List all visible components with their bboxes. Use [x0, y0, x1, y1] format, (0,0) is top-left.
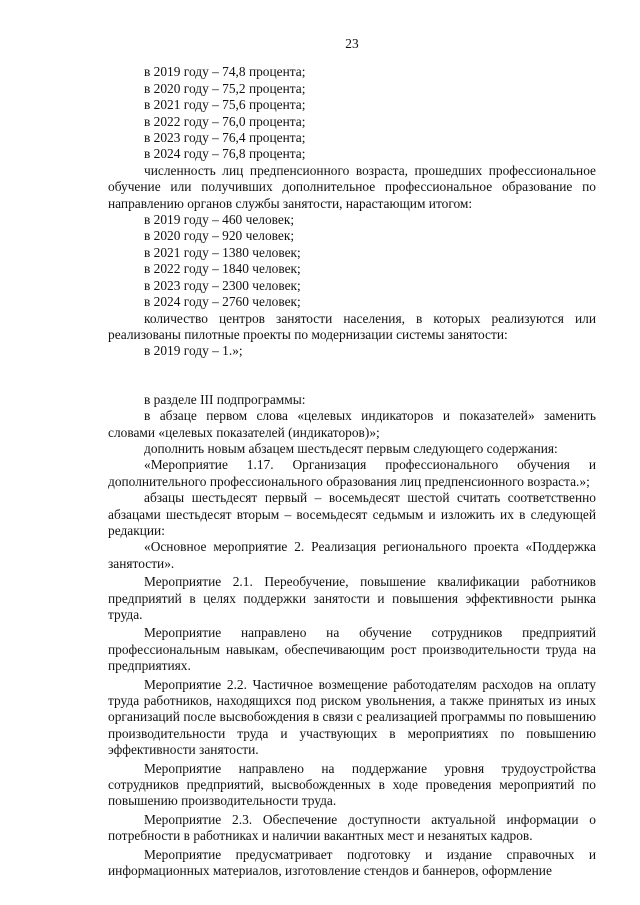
paragraph-measure-2-1-aim: Мероприятие направлено на обучение сотрудников предприятий профессиональным навыкам, обеспечивающим рост производительности труда на предприятиях.	[108, 625, 596, 674]
page-number: 23	[345, 36, 359, 51]
paragraph-preretirement: численность лиц предпенсионного возраста, прошедших профессиональное обучение или получивших дополнительное профессиональное образование по направлению органов службы занятости, нарастающим итогом:	[108, 162, 596, 211]
paragraph-abzacy: абзацы шестьдесят первый – восемьдесят шестой считать соответственно абзацами шестьдесят вторым – восемьдесят седьмым и изложить их в следующей редакции:	[108, 490, 596, 538]
list-item-percent-2024: в 2024 году – 76,8 процента;	[144, 146, 306, 162]
list-item-percent-2023: в 2023 году – 76,4 процента;	[144, 130, 306, 146]
paragraph-measure-2-1: Мероприятие 2.1. Переобучение, повышение квалификации работников предприятий в целях поддержки занятости и повышения эффективности рынка труда.	[108, 574, 596, 622]
paragraph-measure-2-3: Мероприятие 2.3. Обеспечение доступности актуальной информации о потребности в работниках и наличии вакантных мест и незанятых кадров.	[108, 811, 596, 844]
list-item-people-2020: в 2020 году – 920 человек;	[144, 228, 295, 244]
paragraph-measure-1-17: «Мероприятие 1.17. Организация профессионального обучения и дополнительного профессионального образования лиц предпенсионного возраста.»;	[108, 457, 596, 489]
paragraph-measure-2-3-aim: Мероприятие предусматривает подготовку и издание справочных и информационных материалов, изготовление стендов и баннеров, оформление	[108, 846, 596, 879]
list-item-percent-2022: в 2022 году – 76,0 процента;	[144, 113, 306, 129]
list-item-people-2023: в 2023 году – 2300 человек;	[144, 277, 301, 293]
paragraph-main-measure-2: «Основное мероприятие 2. Реализация регионального проекта «Поддержка занятости».	[108, 539, 596, 571]
paragraph-measure-2-2: Мероприятие 2.2. Частичное возмещение работодателям расходов на оплату труда работников, находящихся под риском увольнения, а также принятых из иных организаций после высвобождения в связи с реализацией программы по повышению производительности труда и участвующих в мероприятиях по повышению эффективности занятости.	[108, 676, 596, 758]
list-item-people-2024: в 2024 году – 2760 человек;	[144, 294, 301, 310]
list-item-percent-2021: в 2021 году – 75,6 процента;	[144, 97, 306, 113]
blank-gap	[108, 360, 596, 392]
section-heading: в разделе III подпрограммы:	[144, 391, 306, 407]
list-item-people-2019: в 2019 году – 460 человек;	[144, 212, 295, 228]
document-page	[108, 36, 596, 880]
list-item-people-2021: в 2021 году – 1380 человек;	[144, 244, 301, 260]
list-item-percent-2019: в 2019 году – 74,8 процента;	[144, 64, 306, 80]
paragraph-abzac-first: в абзаце первом слова «целевых индикаторов и показателей» заменить словами «целевых показателей (индикаторов)»;	[108, 408, 596, 440]
list-item-centers-2019: в 2019 году – 1.»;	[144, 343, 243, 359]
paragraph-centers: количество центров занятости населения, в которых реализуются или реализованы пилотные проекты по модернизации системы занятости:	[108, 310, 596, 342]
paragraph-measure-2-2-aim: Мероприятие направлено на поддержание уровня трудоустройства сотрудников предприятий, высвобожденных в ходе проведения мероприятий по повышению производительности труда.	[108, 760, 596, 809]
list-item-people-2022: в 2022 году – 1840 человек;	[144, 261, 301, 277]
list-item-percent-2020: в 2020 году – 75,2 процента;	[144, 80, 306, 96]
paragraph-add-new: дополнить новым абзацем шестьдесят первым следующего содержания:	[144, 440, 558, 456]
